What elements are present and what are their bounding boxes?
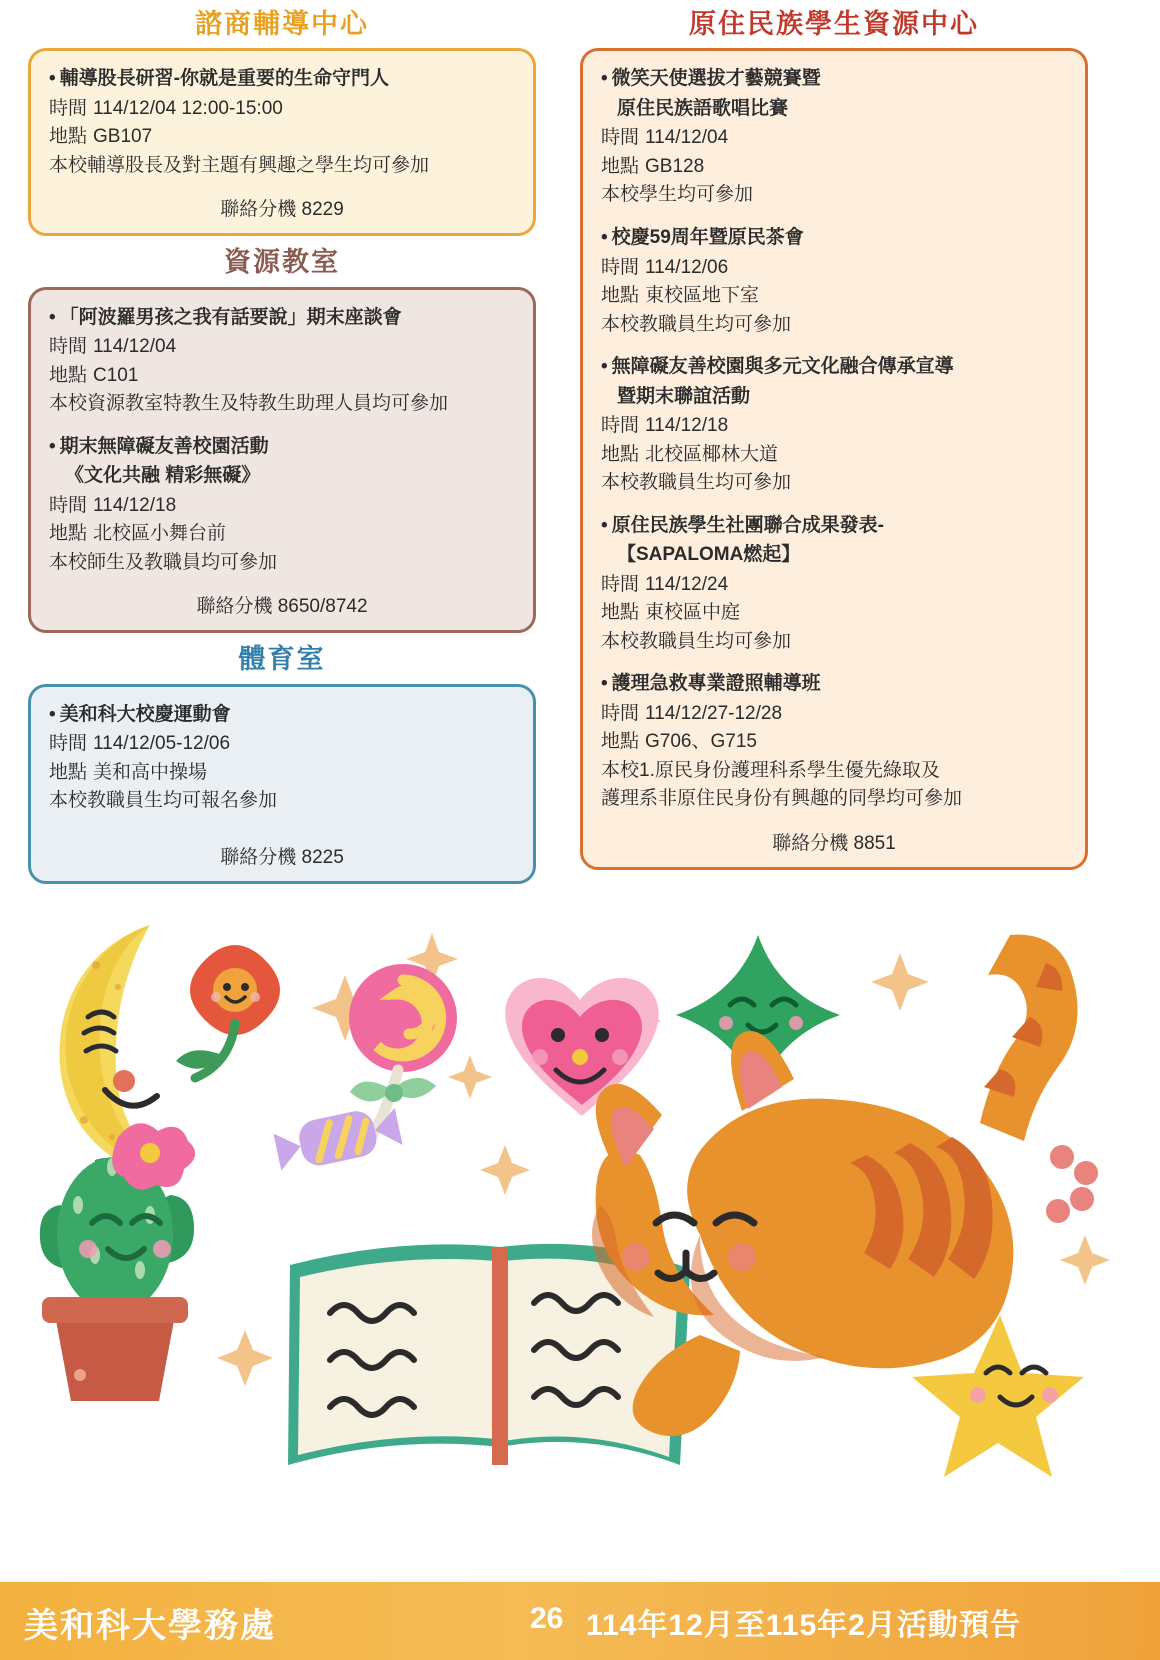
left-column xyxy=(28,8,536,894)
event-time: 時間 114/12/18 xyxy=(601,415,729,437)
event-subtitle: 暨期末聯誼活動 xyxy=(617,385,751,407)
event-time: 時間 114/12/04 12:00-15:00 xyxy=(49,97,283,119)
event-time: 時間 114/12/05-12/06 xyxy=(49,733,231,755)
decorative-illustration xyxy=(0,905,1160,1565)
card-counseling xyxy=(28,48,536,236)
sparkle-icon xyxy=(1060,1235,1110,1285)
event-title: • 校慶59周年暨原民茶會 xyxy=(601,226,804,248)
sparkle-icon xyxy=(448,1055,492,1099)
event-time: 時間 114/12/24 xyxy=(601,573,729,595)
event-item xyxy=(601,65,1067,210)
page-footer xyxy=(0,1582,1160,1660)
event-place: 地點 GB128 xyxy=(601,155,705,177)
event-place: 地點 北校區小舞台前 xyxy=(49,523,227,545)
flower-illustration xyxy=(176,945,280,1078)
event-subtitle: 《文化共融 精彩無礙》 xyxy=(65,465,261,487)
event-title: • 期末無障礙友善校園活動 xyxy=(49,435,269,457)
event-place: 地點 C101 xyxy=(49,364,139,386)
event-note: 本校教職員生均可參加 xyxy=(601,313,792,335)
event-item xyxy=(49,304,515,419)
bullet-icon: • xyxy=(601,514,608,536)
event-item xyxy=(49,65,515,180)
event-note: 本校師生及教職員均可參加 xyxy=(49,551,278,573)
section-title-resource: 資源教室 xyxy=(224,247,340,278)
cat-illustration xyxy=(592,935,1098,1436)
footer-page-number: 26 xyxy=(530,1602,564,1635)
sparkle-icon xyxy=(480,1145,530,1195)
sparkle-icon xyxy=(871,953,929,1011)
card-resource xyxy=(28,287,536,634)
section-title-counseling: 諮商輔導中心 xyxy=(195,9,369,39)
right-column xyxy=(580,8,1088,880)
sparkle-icon xyxy=(217,1330,273,1386)
event-item xyxy=(601,512,1067,657)
event-place: 地點 東校區地下室 xyxy=(601,285,760,307)
section-title-indigenous: 原住民族學生資源中心 xyxy=(689,9,979,39)
bullet-icon: • xyxy=(601,68,608,90)
bullet-icon: • xyxy=(601,356,608,378)
event-note: 本校學生均可參加 xyxy=(601,184,754,206)
bullet-icon: • xyxy=(601,226,608,248)
event-item xyxy=(49,433,515,578)
event-place: 地點 G706、G715 xyxy=(601,731,757,753)
event-title: • 原住民族學生社團聯合成果發表- xyxy=(601,514,884,536)
event-place: 地點 北校區椰林大道 xyxy=(601,443,779,465)
event-note: 本校教職員生均可報名參加 xyxy=(49,790,278,812)
section-title-sports: 體育室 xyxy=(238,644,326,675)
event-title: • 輔導股長研習-你就是重要的生命守門人 xyxy=(49,68,389,90)
bullet-icon: • xyxy=(601,673,608,695)
event-title: • 「阿波羅男孩之我有話要說」期末座談會 xyxy=(49,306,402,328)
event-time: 時間 114/12/18 xyxy=(49,494,177,516)
event-time: 時間 114/12/04 xyxy=(49,336,177,358)
event-title: • 美和科大校慶運動會 xyxy=(49,703,231,725)
event-title: • 微笑天使選拔才藝競賽暨 xyxy=(601,68,821,90)
event-note: 本校輔導股長及對主題有興趣之學生均可參加 xyxy=(49,154,430,176)
event-note: 本校1.原民身份護理科系學生優先綠取及 xyxy=(601,759,940,781)
event-time: 時間 114/12/06 xyxy=(601,256,729,278)
contact-extension: 聯絡分機 8229 xyxy=(220,199,344,221)
event-place: 地點 美和高中操場 xyxy=(49,761,208,783)
bullet-icon: • xyxy=(49,703,56,725)
event-note: 本校教職員生均可參加 xyxy=(601,472,792,494)
contact-extension: 聯絡分機 8851 xyxy=(772,832,896,854)
event-item xyxy=(49,701,515,816)
card-sports xyxy=(28,684,536,884)
event-item xyxy=(601,353,1067,498)
contact-extension: 聯絡分機 8650/8742 xyxy=(196,596,368,618)
event-time: 時間 114/12/27-12/28 xyxy=(601,702,783,724)
event-place: 地點 東校區中庭 xyxy=(601,602,741,624)
event-item xyxy=(601,224,1067,339)
event-note: 本校教職員生均可參加 xyxy=(601,630,792,652)
event-subtitle: 原住民族語歌唱比賽 xyxy=(617,97,789,119)
event-note-secondary: 護理系非原住民身份有興趣的同學均可參加 xyxy=(601,788,963,810)
event-place: 地點 GB107 xyxy=(49,126,153,148)
footer-organization: 美和科大學務處 xyxy=(24,1607,276,1645)
footer-title: 114年12月至115年2月活動預告 xyxy=(586,1609,1021,1642)
bullet-icon: • xyxy=(49,68,56,90)
bullet-icon: • xyxy=(49,306,56,328)
event-title: • 護理急救專業證照輔導班 xyxy=(601,673,821,695)
card-indigenous xyxy=(580,48,1088,869)
event-time: 時間 114/12/04 xyxy=(601,127,729,149)
cactus-illustration xyxy=(40,1123,195,1401)
event-title: • 無障礙友善校園與多元文化融合傳承宣導 xyxy=(601,356,954,378)
bullet-icon: • xyxy=(49,435,56,457)
event-note: 本校資源教室特教生及特教生助理人員均可參加 xyxy=(49,393,449,415)
event-item xyxy=(601,670,1067,814)
contact-extension: 聯絡分機 8225 xyxy=(220,846,344,868)
event-subtitle: 【SAPALOMA燃起】 xyxy=(617,544,801,566)
